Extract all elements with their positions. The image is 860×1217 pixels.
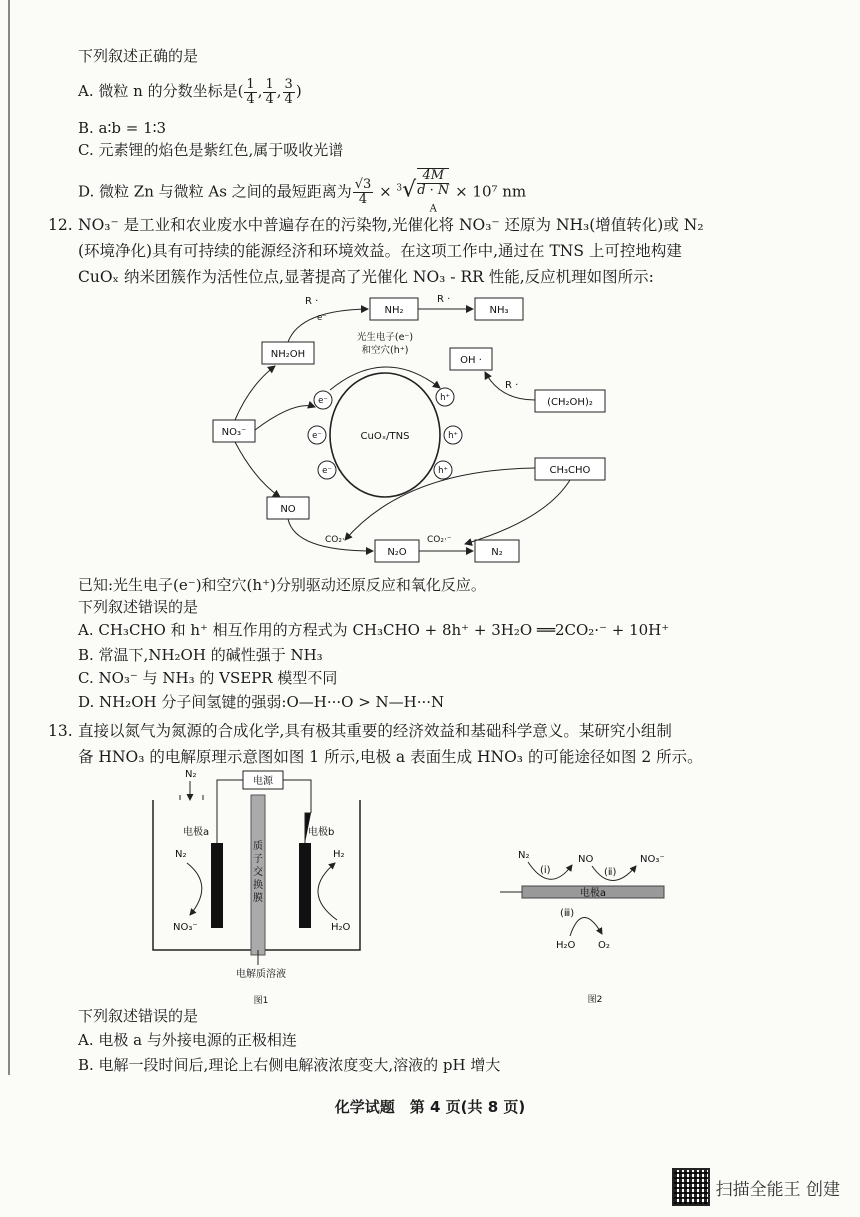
q13-option-a: A. 电极 a 与外接电源的正极相连 (78, 1031, 297, 1049)
q11-option-d: D. 微粒 Zn 与微粒 As 之间的最短距离为 $\frac{√3}{4}$ × $^3$√ 4M d · N $_A$ × 10⁷ nm (78, 168, 527, 215)
svg-text:NH₂OH: NH₂OH (270, 349, 306, 360)
svg-text:NO₃⁻: NO₃⁻ (221, 427, 247, 438)
svg-text:H₂O: H₂O (331, 922, 351, 933)
svg-text:h⁺: h⁺ (448, 431, 458, 441)
svg-text:R ·: R · (505, 380, 519, 391)
q11-option-a: A. 微粒 n 的分数坐标是( $\frac{1}{4}$ , $\frac{1}{4}$ , $\frac{3}{4}$ ) (78, 76, 302, 107)
svg-text:电极a: 电极a (183, 827, 210, 838)
figure-1-electrolysis-cell (145, 765, 375, 1010)
figure-2-electrode-pathway (500, 840, 700, 1010)
svg-text:质: 质 (253, 841, 263, 852)
svg-text:电极a: 电极a (579, 888, 607, 899)
svg-text:电极b: 电极b (308, 827, 335, 838)
svg-text:R ·: R · (305, 296, 319, 307)
q11-option-c: C. 元素锂的焰色是紫红色,属于吸收光谱 (78, 141, 344, 159)
q11-stem: 下列叙述正确的是 (78, 47, 199, 65)
svg-text:N₂: N₂ (185, 769, 197, 780)
svg-text:h⁺: h⁺ (438, 466, 448, 476)
svg-text:NO: NO (280, 504, 296, 515)
electrode-b (299, 843, 311, 928)
svg-text:NO₃⁻: NO₃⁻ (173, 922, 198, 933)
qr-code-icon (672, 1168, 710, 1206)
svg-text:电解质溶液: 电解质溶液 (236, 969, 286, 980)
svg-text:N₂O: N₂O (387, 547, 407, 558)
q12-stem-block: 12. NO₃⁻ 是工业和农业废水中普遍存在的污染物,光催化将 NO₃⁻ 还原为 NH₃(增值转化)或 N₂ (环境净化)具有可持续的能源经济和环境效益。在这项工作中,通过在 TNS 上可控地构建 CuOₓ 纳米团簇作为活性位点,显著提高了光催化 NO₃ - RR 性能,反应机理如图所示: (48, 216, 704, 286)
svg-text:CO₂·⁻: CO₂·⁻ (427, 535, 452, 545)
svg-text:图2: 图2 (587, 995, 603, 1005)
svg-text:e⁻: e⁻ (312, 431, 322, 441)
svg-text:子: 子 (253, 854, 263, 865)
svg-text:NO₃⁻: NO₃⁻ (640, 854, 665, 865)
svg-text:e⁻: e⁻ (318, 396, 328, 406)
q12-option-d: D. NH₂OH 分子间氢键的强弱:O—H···O > N—H···N (78, 693, 445, 711)
svg-text:电源: 电源 (253, 776, 273, 787)
svg-text:(ⅱ): (ⅱ) (604, 867, 617, 878)
svg-text:H₂O: H₂O (556, 940, 576, 951)
electrode-a (211, 843, 223, 928)
svg-text:N₂: N₂ (175, 849, 187, 860)
q12-question: 下列叙述错误的是 (78, 598, 199, 616)
svg-text:NO: NO (578, 854, 594, 865)
svg-text:(ⅰ): (ⅰ) (540, 865, 551, 876)
reaction-mechanism-diagram (205, 290, 625, 570)
q12-known: 已知:光生电子(e⁻)和空穴(h⁺)分别驱动还原反应和氧化反应。 (78, 576, 486, 594)
svg-text:e⁻: e⁻ (317, 313, 327, 323)
svg-text:(CH₂OH)₂: (CH₂OH)₂ (547, 397, 593, 408)
svg-text:h⁺: h⁺ (440, 393, 450, 403)
q13-question: 下列叙述错误的是 (78, 1007, 199, 1025)
svg-text:CO₂·⁻: CO₂·⁻ (325, 535, 350, 545)
svg-text:图1: 图1 (253, 996, 269, 1006)
svg-text:光生电子(e⁻): 光生电子(e⁻) (356, 332, 414, 343)
svg-text:CuOₓ/TNS: CuOₓ/TNS (360, 431, 410, 442)
svg-text:(ⅲ): (ⅲ) (560, 908, 575, 919)
page-margin-line (8, 0, 10, 1075)
q13-option-b: B. 电解一段时间后,理论上右侧电解液浓度变大,溶液的 pH 增大 (78, 1056, 501, 1074)
svg-text:膜: 膜 (253, 893, 263, 904)
svg-text:R ·: R · (437, 294, 451, 305)
q11-option-b: B. a∶b = 1∶3 (78, 119, 167, 137)
svg-text:OH ·: OH · (460, 355, 482, 366)
q12-option-a: A. CH₃CHO 和 h⁺ 相互作用的方程式为 CH₃CHO + 8h⁺ + 3H₂O ══2CO₂·⁻ + 10H⁺ (78, 621, 670, 639)
svg-text:e⁻: e⁻ (322, 466, 332, 476)
q12-option-c: C. NO₃⁻ 与 NH₃ 的 VSEPR 模型不同 (78, 669, 338, 687)
svg-text:换: 换 (253, 880, 263, 891)
svg-text:O₂: O₂ (598, 940, 610, 951)
svg-text:NH₂: NH₂ (384, 305, 404, 316)
q12-option-b: B. 常温下,NH₂OH 的碱性强于 NH₃ (78, 646, 323, 664)
svg-text:N₂: N₂ (518, 850, 530, 861)
svg-text:CH₃CHO: CH₃CHO (549, 465, 591, 476)
svg-text:H₂: H₂ (333, 849, 345, 860)
svg-text:和空穴(h⁺): 和空穴(h⁺) (361, 345, 409, 356)
svg-text:N₂: N₂ (491, 547, 503, 558)
svg-text:NH₃: NH₃ (489, 305, 509, 316)
svg-text:交: 交 (253, 867, 263, 878)
q13-stem-block: 13. 直接以氮气为氮源的合成化学,具有极其重要的经济效益和基础科学意义。某研究小组制 备 HNO₃ 的电解原理示意图如图 1 所示,电极 a 表面生成 HNO₃ 的可能途径如图 2 所示。 (48, 722, 703, 766)
page-footer: 化学试题 第 4 页(共 8 页) (334, 1098, 526, 1116)
scanner-watermark: 扫描全能王 创建 (672, 1168, 840, 1206)
